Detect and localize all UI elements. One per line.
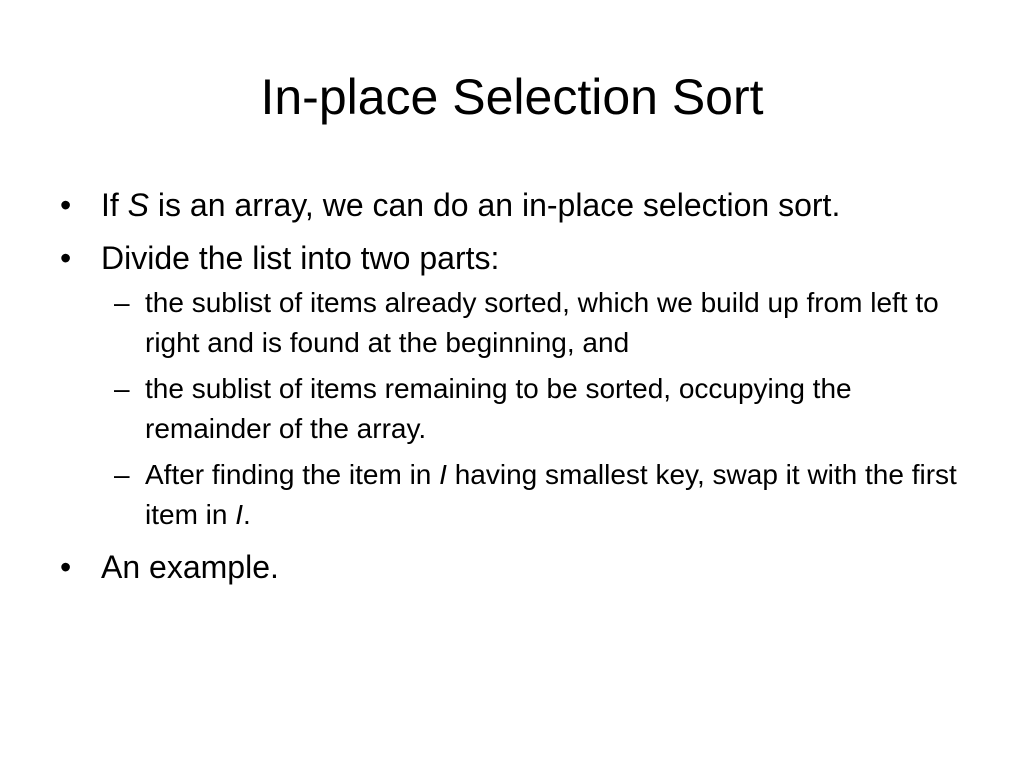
text-run: having smallest key, swap it with the first item in (145, 459, 957, 530)
bullet-item-divide (60, 236, 970, 535)
dash-icon: – (114, 373, 130, 404)
bullet-text (101, 183, 970, 227)
text-run: is an array, we can do an in-place selection sort. (149, 187, 841, 223)
bullet-icon: • (60, 187, 72, 223)
sub-item-remaining-sublist (101, 369, 970, 449)
sub-item-text: the sublist of items already sorted, which we build up from left to right and is found at the beginning, and (145, 287, 939, 358)
bullet-text: Divide the list into two parts: (101, 240, 500, 276)
dash-icon: – (114, 459, 130, 490)
slide-title: In-place Selection Sort (260, 69, 764, 125)
bullet-item-example (60, 545, 970, 589)
dash-icon: – (114, 287, 130, 318)
bullet-list (60, 183, 970, 598)
sub-item-sorted-sublist (101, 283, 970, 363)
text-run: If (101, 187, 128, 223)
bullet-item-array (60, 183, 970, 227)
bullet-text: An example. (101, 549, 279, 585)
italic-variable: S (127, 187, 150, 223)
italic-variable: I (439, 459, 447, 490)
sub-item-text: the sublist of items remaining to be sorted, occupying the remainder of the array. (145, 373, 852, 444)
italic-variable: I (235, 499, 244, 530)
sub-item-text (145, 455, 970, 535)
sub-bullet-list (101, 283, 970, 535)
sub-item-swap (101, 455, 970, 535)
bullet-icon: • (60, 549, 72, 585)
text-run: . (243, 499, 251, 530)
text-run: After finding the item in (145, 459, 440, 490)
bullet-icon: • (60, 240, 72, 276)
